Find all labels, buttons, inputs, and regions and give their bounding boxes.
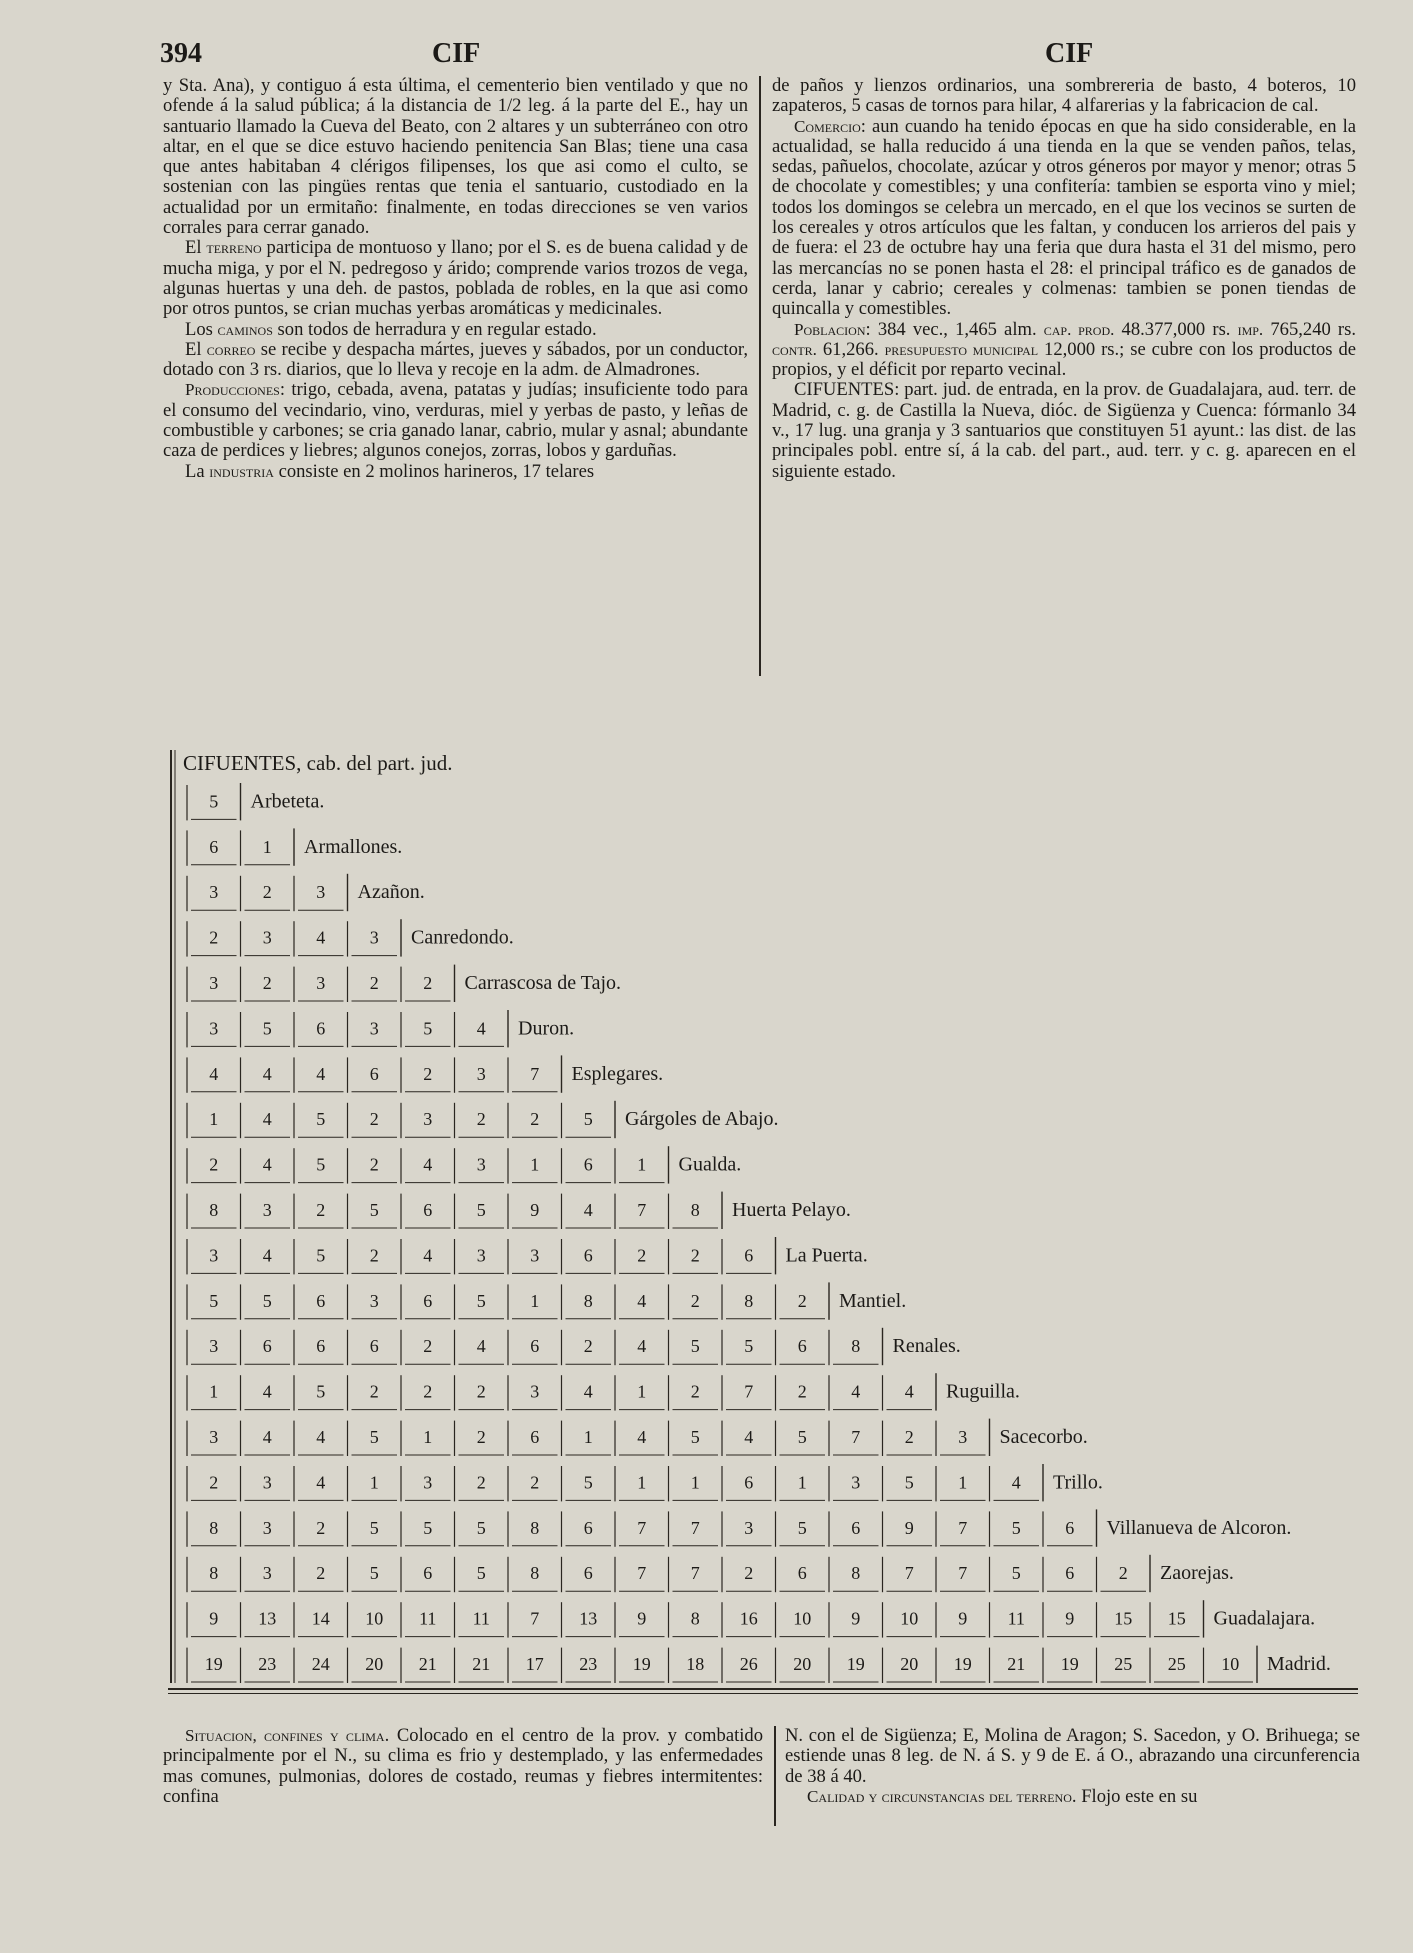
distance-cell: 9 [958, 1608, 968, 1629]
small-caps-term: caminos [217, 319, 273, 339]
distance-cell: 4 [744, 1427, 754, 1447]
distance-cell: 11 [1007, 1608, 1025, 1629]
distance-cell: 3 [530, 1381, 540, 1402]
distance-cell: 2 [423, 973, 433, 993]
distance-cell: 3 [316, 973, 326, 993]
distance-cell: 8 [851, 1563, 861, 1584]
distance-cell: 21 [1007, 1654, 1026, 1674]
distance-cell: 4 [1011, 1472, 1021, 1493]
distance-cell: 6 [423, 1290, 433, 1311]
distance-cell: 5 [1011, 1563, 1021, 1584]
distance-cell: 1 [209, 1381, 219, 1402]
distance-cell: 8 [209, 1563, 219, 1584]
distance-cell: 2 [476, 1109, 486, 1130]
distance-cell: 8 [744, 1290, 754, 1311]
distance-cell: 2 [369, 1245, 379, 1266]
distance-cell: 5 [583, 1109, 593, 1130]
distance-cell: 2 [476, 1427, 486, 1447]
distance-cell: 9 [1065, 1608, 1075, 1629]
distance-cell: 10 [900, 1608, 919, 1629]
distance-cell: 2 [690, 1381, 700, 1402]
distance-cell: 9 [209, 1608, 219, 1629]
distance-cell: 6 [1065, 1563, 1075, 1584]
distance-cell: 16 [739, 1608, 758, 1629]
paragraph [785, 1726, 1360, 1787]
distance-cell: 23 [258, 1654, 277, 1674]
distance-cell: 6 [583, 1154, 593, 1175]
text-run: La [185, 460, 210, 482]
distance-cell: 2 [369, 973, 379, 993]
distance-cell: 4 [316, 1472, 326, 1493]
place-name: Esplegares. [571, 1062, 664, 1085]
distance-cell: 19 [953, 1654, 972, 1674]
table-bottom-rule-2 [168, 1693, 1358, 1694]
distance-cell: 1 [369, 1472, 379, 1493]
distance-cell: 6 [583, 1563, 593, 1584]
distance-cell: 21 [472, 1654, 491, 1674]
distance-cell: 24 [311, 1654, 330, 1674]
distance-cell: 2 [797, 1290, 807, 1311]
distance-cell: 9 [530, 1200, 540, 1220]
distance-cell: 2 [530, 1109, 540, 1130]
distance-cell: 2 [476, 1381, 486, 1402]
distance-cell: 6 [316, 1290, 326, 1311]
text-run: de paños y lienzos ordinarios, una sombrereria de basto, 4 boteros, 10 zapateros, 5 casas de tornos para hilar, 4 alfarerias y la fabricacion de cal. [772, 75, 1356, 117]
distance-cell: 2 [316, 1563, 326, 1584]
distance-cell: 6 [797, 1563, 807, 1584]
place-name: Mantiel. [839, 1289, 907, 1312]
distance-cell: 19 [846, 1654, 865, 1674]
distance-cell: 4 [904, 1381, 914, 1402]
distance-cell: 4 [476, 1336, 486, 1357]
distance-cell: 5 [262, 1290, 272, 1311]
distance-cell: 7 [958, 1563, 968, 1584]
distance-cell: 5 [797, 1427, 807, 1447]
small-caps-term: Calidad y circunstancias del terreno [807, 1786, 1072, 1806]
distance-cell: 5 [316, 1381, 326, 1402]
distance-cell: 1 [262, 836, 272, 857]
text-run: consiste en 2 molinos harineros, 17 telares [273, 460, 595, 482]
distance-cell: 13 [579, 1608, 598, 1629]
distance-cell: 5 [476, 1563, 486, 1584]
running-head-right: CIF [1045, 38, 1094, 69]
text-run: : trigo, cebada, avena, patatas y judías; insuficiente todo para el consumo del vecindario, vino, verduras, miel y yerbas de pasto, y leñas de combustible y carbones; se cria ganado lanar, cabrio, mular y asnal; abundante caza de perdices y liebres; algunos conejos, zorras, lobos y garduñas. [163, 379, 748, 462]
small-caps-term: imp. [1237, 319, 1264, 339]
distance-cell: 25 [1114, 1654, 1133, 1674]
distance-cell: 7 [530, 1063, 540, 1084]
table-title: CIFUENTES, cab. del part. jud. [183, 751, 453, 775]
small-caps-term: Poblacion [794, 319, 866, 339]
distance-cell: 7 [744, 1381, 754, 1402]
distance-cell: 5 [690, 1336, 700, 1357]
text-run: : aun cuando ha tenido épocas en que ha sido considerable, en la actualidad, se halla reducido á una tienda en la que se venden paños, telas, sedas, pañuelos, chocolate, azúcar y otros géneros por mayor y menor; otras 5 de chocolate y comestibles; y una confitería: tambien se esporta vino y miel; todos los domingos se celebra un mercado, en el que los vecinos se surten de los cereales y otros artículos que les faltan, y conducen los arrieros del pais y de fuera: el 23 de octubre hay una feria que dura hasta el 31 del mismo, pero las mercancías no se ponen hasta el 28: el principal tráfico es de ganados de cerda, lanar y cabrio; cereales y colmenas: tambien se ponen tiendas de quincalla y comestibles. [772, 115, 1356, 320]
distance-cell: 7 [637, 1563, 647, 1584]
column-divider-bottom [774, 1726, 776, 1826]
distance-cell: 4 [262, 1109, 272, 1130]
distance-cell: 1 [637, 1381, 647, 1402]
distance-cell: 4 [423, 1154, 433, 1175]
distance-cell: 5 [369, 1517, 379, 1538]
distance-cell: 4 [316, 1427, 326, 1447]
distance-cell: 19 [1060, 1654, 1079, 1674]
distance-cell: 3 [476, 1245, 486, 1266]
place-name: Gárgoles de Abajo. [625, 1108, 779, 1131]
distance-cell: 8 [209, 1200, 219, 1220]
distance-cell: 2 [209, 1472, 219, 1493]
distance-cell: 8 [583, 1290, 593, 1311]
distance-cell: 3 [744, 1517, 754, 1538]
distance-cell: 6 [423, 1200, 433, 1220]
distance-cell: 8 [530, 1517, 540, 1538]
distance-cell: 2 [423, 1381, 433, 1402]
text-run: 765,240 rs. [1263, 318, 1357, 340]
distance-cell: 2 [369, 1154, 379, 1175]
distance-cell: 2 [209, 1154, 219, 1175]
distance-cell: 3 [423, 1472, 433, 1493]
distance-cell: 2 [530, 1472, 540, 1493]
distance-cell: 3 [209, 973, 219, 993]
distance-cell: 6 [423, 1563, 433, 1584]
distance-cell: 6 [744, 1472, 754, 1493]
distance-cell: 2 [1118, 1563, 1128, 1584]
distance-cell: 20 [793, 1654, 812, 1674]
distance-cell: 25 [1167, 1654, 1186, 1674]
place-name: Madrid. [1267, 1653, 1331, 1675]
distance-cell: 2 [797, 1381, 807, 1402]
distance-cell: 19 [204, 1654, 223, 1674]
distance-cell: 2 [476, 1472, 486, 1493]
distance-cell: 3 [530, 1245, 540, 1266]
distance-cell: 3 [476, 1154, 486, 1175]
distance-cell: 3 [209, 1245, 219, 1266]
distance-cell: 7 [637, 1517, 647, 1538]
text-run: son todos de herradura y en regular estado. [272, 318, 597, 340]
distance-cell: 5 [690, 1427, 700, 1447]
distance-cell: 6 [316, 1336, 326, 1357]
distance-cell: 3 [262, 1200, 272, 1220]
distance-cell: 1 [423, 1427, 433, 1447]
distance-cell: 6 [209, 836, 219, 857]
distance-cell: 5 [262, 1018, 272, 1039]
distance-cell: 1 [583, 1427, 593, 1447]
distance-cell: 2 [583, 1336, 593, 1357]
distance-cell: 21 [418, 1654, 437, 1674]
distance-cell: 5 [316, 1154, 326, 1175]
distance-cell: 1 [637, 1154, 647, 1175]
text-run: Los [185, 318, 218, 340]
distance-cell: 5 [744, 1336, 754, 1357]
distance-cell: 26 [739, 1654, 758, 1674]
distance-cell: 6 [262, 1336, 272, 1357]
distance-cell: 5 [209, 1290, 219, 1311]
distance-cell: 1 [209, 1109, 219, 1130]
distance-cell: 3 [476, 1063, 486, 1084]
distance-cell: 1 [637, 1472, 647, 1493]
place-name: Carrascosa de Tajo. [464, 972, 622, 994]
distance-cell: 3 [262, 1472, 272, 1493]
text-run: . Flojo este en su [1071, 1785, 1198, 1807]
distance-cell: 8 [690, 1608, 700, 1629]
distance-cell: 6 [369, 1063, 379, 1084]
place-name: Duron. [518, 1017, 575, 1040]
distance-cell: 2 [209, 927, 219, 948]
place-name: La Puerta. [785, 1244, 868, 1267]
place-name: Renales. [892, 1335, 961, 1358]
distance-cell: 4 [851, 1381, 861, 1402]
distance-cell: 7 [690, 1563, 700, 1584]
distance-cell: 3 [209, 1018, 219, 1039]
distance-cell: 4 [262, 1427, 272, 1447]
distance-cell: 20 [365, 1654, 384, 1674]
distance-cell: 6 [583, 1245, 593, 1266]
text-run: El [185, 338, 207, 360]
distance-cell: 8 [209, 1517, 219, 1538]
place-name: Villanueva de Alcoron. [1106, 1516, 1292, 1539]
distance-cell: 4 [262, 1154, 272, 1175]
distance-cell: 5 [797, 1517, 807, 1538]
distance-cell: 5 [904, 1472, 914, 1493]
distance-cell: 2 [316, 1200, 326, 1220]
distance-cell: 15 [1114, 1608, 1133, 1629]
place-name: Huerta Pelayo. [732, 1199, 851, 1221]
distance-cell: 4 [423, 1245, 433, 1266]
text-run: 61,266. [816, 338, 885, 360]
distance-cell: 3 [262, 1563, 272, 1584]
distance-cell: 19 [632, 1654, 651, 1674]
distance-cell: 2 [369, 1381, 379, 1402]
distance-cell: 2 [262, 973, 272, 993]
distance-cell: 2 [690, 1290, 700, 1311]
distance-cell: 4 [316, 1063, 326, 1084]
distance-cell: 2 [904, 1427, 914, 1447]
distance-cell: 3 [851, 1472, 861, 1493]
distance-cell: 5 [369, 1200, 379, 1220]
distance-cell: 1 [958, 1472, 968, 1493]
distance-cell: 14 [311, 1608, 330, 1629]
place-name: Ruguilla. [946, 1380, 1020, 1403]
distance-cell: 10 [793, 1608, 812, 1629]
distance-cell: 4 [262, 1381, 272, 1402]
distance-cell: 20 [900, 1654, 919, 1674]
place-name: Trillo. [1053, 1471, 1103, 1494]
distance-cell: 6 [851, 1517, 861, 1538]
distance-cell: 1 [690, 1472, 700, 1493]
distance-cell: 1 [530, 1290, 540, 1311]
distance-cell: 6 [1065, 1517, 1075, 1538]
small-caps-term: correo [206, 339, 256, 359]
bottom-left-column [163, 1726, 763, 1807]
distance-cell: 2 [369, 1109, 379, 1130]
text-run: participa de montuoso y llano; por el S. es de buena calidad y de mucha miga, y por el N. pedregoso y árido; comprende varios trozos de vega, algunas huertas y una deh. de pastos, poblada de robles, en la que asi como por otros puntos, se crian muchas yerbas aromáticas y medicinales. [163, 237, 748, 320]
distance-cell: 5 [316, 1245, 326, 1266]
paragraph [785, 1787, 1360, 1807]
distance-cell: 8 [690, 1200, 700, 1220]
paragraph [163, 1726, 763, 1807]
distance-cell: 5 [369, 1427, 379, 1447]
text-run: 48.377,000 rs. [1114, 318, 1238, 340]
distance-cell: 5 [209, 791, 219, 812]
small-caps-term: cap. prod. [1043, 319, 1115, 339]
distance-cell: 3 [423, 1109, 433, 1130]
distance-cell: 4 [637, 1427, 647, 1447]
distance-cell: 7 [958, 1517, 968, 1538]
text-run: El [185, 237, 207, 259]
distance-cell: 3 [369, 1290, 379, 1311]
distance-cell: 11 [419, 1608, 437, 1629]
distance-cell: 2 [690, 1245, 700, 1266]
distance-cell: 2 [423, 1336, 433, 1357]
distance-cell: 11 [472, 1608, 490, 1629]
distance-cell: 5 [583, 1472, 593, 1493]
place-name: Zaorejas. [1160, 1562, 1234, 1585]
distance-cell: 7 [637, 1200, 647, 1220]
distance-cell: 2 [316, 1517, 326, 1538]
distance-cell: 15 [1167, 1608, 1186, 1629]
small-caps-term: Comercio [794, 116, 861, 136]
distance-cell: 6 [530, 1427, 540, 1447]
text-run: . Colocado en el centro de la prov. y combatido principalmente por el N., su clima es frio y destemplado, y las enfermedades mas comunes, pulmonias, dolores de costado, reumas y fiebres intermitentes: confina [163, 1725, 763, 1807]
distance-cell: 4 [583, 1200, 593, 1220]
place-name: Guadalajara. [1213, 1607, 1316, 1630]
distance-cell: 5 [423, 1018, 433, 1039]
distance-cell: 18 [686, 1654, 705, 1674]
distance-cell: 9 [904, 1517, 914, 1538]
distance-cell: 4 [583, 1381, 593, 1402]
distance-cell: 1 [530, 1154, 540, 1175]
page-number: 394 [160, 38, 202, 69]
distance-cell: 5 [316, 1109, 326, 1130]
distance-cell: 6 [744, 1245, 754, 1266]
distance-cell: 3 [262, 1517, 272, 1538]
small-caps-term: presupuesto municipal [884, 339, 1039, 359]
distance-cell: 4 [262, 1245, 272, 1266]
distance-cell: 5 [1011, 1517, 1021, 1538]
distance-cell: 2 [262, 882, 272, 903]
distance-cell: 4 [209, 1063, 219, 1084]
distance-cell: 23 [579, 1654, 598, 1674]
distance-cell: 7 [851, 1427, 861, 1447]
text-run: CIFUENTES: part. jud. de entrada, en la prov. de Guadalajara, aud. terr. de Madrid, c. g. de Castilla la Nueva, dióc. de Sigüenza y Cuenca: fórmanlo 34 v., 17 lug. una granja y 3 santuarios que constituyen 51 ayunt.: las dist. de las principales pobl. entre sí, á la cab. del part., aud. terr. y c. g. aparecen en el siguiente estado. [772, 379, 1356, 482]
distance-cell: 3 [209, 1336, 219, 1357]
distance-cell: 3 [316, 882, 326, 903]
distance-cell: 9 [637, 1608, 647, 1629]
distance-cell: 9 [851, 1608, 861, 1629]
distance-cell: 7 [690, 1517, 700, 1538]
small-caps-term: contr. [772, 339, 817, 359]
distance-cell: 3 [262, 927, 272, 948]
distance-cell: 4 [316, 927, 326, 948]
place-name: Azañon. [357, 881, 425, 904]
distance-cell: 13 [258, 1608, 277, 1629]
distance-cell: 4 [262, 1063, 272, 1084]
distance-cell: 17 [525, 1654, 544, 1674]
distance-cell: 10 [365, 1608, 384, 1629]
distance-cell: 3 [958, 1427, 968, 1447]
text-run: : 384 vec., 1,465 alm. [865, 318, 1044, 340]
distance-cell: 3 [369, 1018, 379, 1039]
place-name: Gualda. [678, 1153, 742, 1176]
distance-cell: 10 [1221, 1654, 1240, 1674]
small-caps-term: Producciones [185, 380, 280, 400]
text-run: se recibe y despacha mártes, jueves y sábados, por un conductor, dotado con 3 rs. diarios, que lo lleva y recoje en la adm. de Almadrones. [163, 338, 748, 381]
text-run: y Sta. Ana), y contiguo á esta última, el cementerio bien ventilado y que no ofende á la salud pública; á la distancia de 1/2 leg. á la parte del E., hay un santuario llamado la Cueva del Beato, con 2 altares y un subterráneo con otro altar, en el que se dice estuvo haciendo penitencia San Blas; tiene una casa que antes habitaban 4 clérigos filipenses, los que asi como el culto, se sostenian con las pingües rentas que tenia el santuario, custodiado en la actualidad por un ermitaño: finalmente, en todas direcciones se ven varios corrales para cerrar ganado. [163, 75, 748, 239]
text-run: 12,000 rs.; se cubre con los productos de propios, y el déficit por reparto vecinal. [772, 338, 1356, 381]
place-name: Canredondo. [411, 926, 514, 949]
distance-cell: 6 [583, 1517, 593, 1538]
text-run: N. con el de Sigüenza; E, Molina de Aragon; S. Sacedon, y O. Brihuega; se estiende unas 8 leg. de N. á S. y 9 de E. á O., abrazando una circunferencia de 38 á 40. [785, 1725, 1360, 1787]
distance-cell: 5 [423, 1517, 433, 1538]
distance-cell: 8 [851, 1336, 861, 1357]
distance-cell: 3 [209, 882, 219, 903]
distance-cell: 7 [904, 1563, 914, 1584]
small-caps-term: industria [209, 461, 274, 481]
distance-cell: 7 [530, 1608, 540, 1629]
distance-cell: 6 [369, 1336, 379, 1357]
distance-cell: 5 [476, 1290, 486, 1311]
distance-cell: 4 [637, 1290, 647, 1311]
distance-cell: 3 [369, 927, 379, 948]
running-head-left: CIF [432, 38, 481, 69]
distance-cell: 3 [209, 1427, 219, 1447]
distance-cell: 8 [530, 1563, 540, 1584]
distance-cell: 5 [476, 1200, 486, 1220]
table-bottom-rule [168, 1688, 1358, 1690]
place-name: Sacecorbo. [999, 1426, 1088, 1448]
distance-cell: 4 [637, 1336, 647, 1357]
distance-cell: 6 [797, 1336, 807, 1357]
distance-cell: 5 [369, 1563, 379, 1584]
small-caps-term: Situacion, confines y clima [185, 1726, 385, 1745]
place-name: Arbeteta. [250, 790, 325, 813]
distance-cell: 4 [476, 1018, 486, 1039]
bottom-right-column [785, 1726, 1360, 1807]
distance-cell: 2 [744, 1563, 754, 1584]
distance-cell: 1 [797, 1472, 807, 1493]
distance-cell: 2 [637, 1245, 647, 1266]
small-caps-term: terreno [206, 238, 262, 258]
distance-cell: 6 [530, 1336, 540, 1357]
place-name: Armallones. [304, 835, 403, 858]
distance-cell: 6 [316, 1018, 326, 1039]
distance-cell: 5 [476, 1517, 486, 1538]
distance-cell: 2 [423, 1063, 433, 1084]
